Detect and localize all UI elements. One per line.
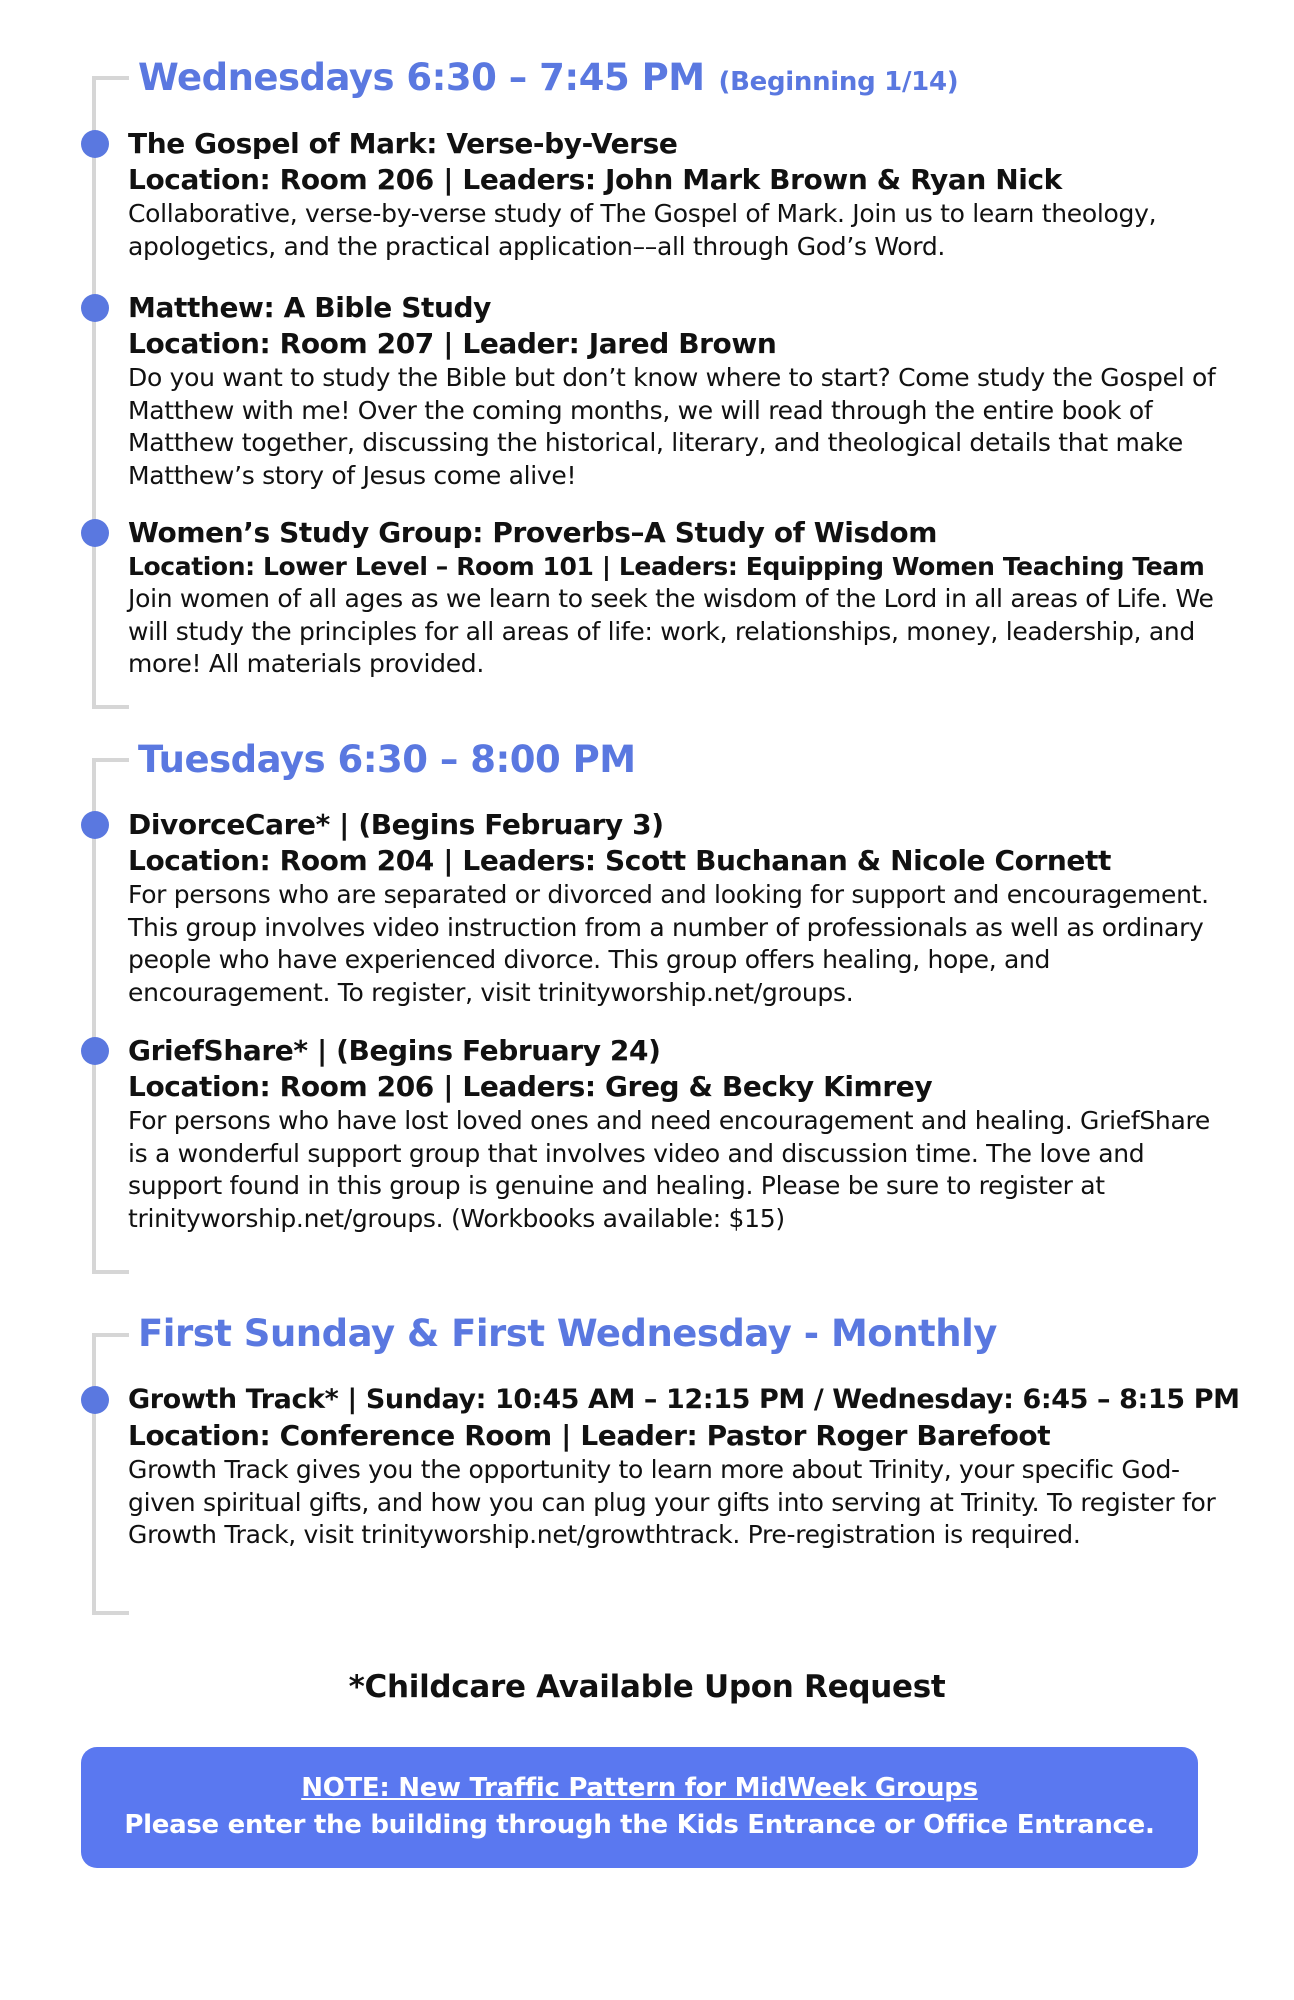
group-location: Location: Room 206 | Leaders: John Mark Brown & Ryan Nick	[128, 163, 1062, 196]
section-title-text: First Sunday & First Wednesday - Monthly	[138, 1312, 997, 1355]
note-text: Please enter the building through the Kids Entrance or Office Entrance.	[124, 1810, 1155, 1840]
section-title-text: Tuesdays 6:30 – 8:00 PM	[138, 738, 636, 781]
group-item	[128, 515, 1218, 681]
childcare-note: *Childcare Available Upon Request	[348, 1669, 946, 1705]
group-location: Location: Lower Level – Room 101 | Leaders: Equipping Women Teaching Team	[128, 552, 1205, 581]
group-location: Location: Conference Room | Leader: Pastor Roger Barefoot	[128, 1419, 1051, 1452]
group-item	[128, 1382, 1240, 1552]
section-title	[138, 1312, 997, 1355]
section-title	[138, 56, 958, 99]
section-subtitle: (Beginning 1/14)	[718, 67, 959, 97]
bullet-dot	[81, 294, 109, 322]
bullet-dot	[81, 130, 109, 158]
bullet-dot	[81, 1037, 109, 1065]
group-description: Growth Track gives you the opportunity to learn more about Trinity, your specific God-given spiritual gifts, and how you can plug your gifts into serving at Trinity. To register for Growth Track, visit trinityworship.net/growthtrack. Pre-registration is required.	[128, 1455, 1216, 1549]
group-title: Growth Track* | Sunday: 10:45 AM – 12:15 PM / Wednesday: 6:45 – 8:15 PM	[128, 1384, 1240, 1415]
group-item	[128, 290, 1218, 492]
bullet-dot	[81, 519, 109, 547]
group-item	[128, 807, 1218, 1009]
section-title-text: Wednesdays 6:30 – 7:45 PM	[138, 56, 705, 99]
group-title: Women’s Study Group: Proverbs–A Study of Wisdom	[128, 516, 937, 549]
note-title: NOTE: New Traffic Pattern for MidWeek Groups	[301, 1773, 978, 1803]
group-location: Location: Room 206 | Leaders: Greg & Becky Kimrey	[128, 1070, 933, 1103]
group-item	[128, 126, 1218, 263]
group-location: Location: Room 207 | Leader: Jared Brown	[128, 327, 777, 360]
bullet-dot	[81, 1386, 109, 1414]
group-title: Matthew: A Bible Study	[128, 291, 491, 324]
group-location: Location: Room 204 | Leaders: Scott Buchanan & Nicole Cornett	[128, 844, 1111, 877]
group-description: Join women of all ages as we learn to seek the wisdom of the Lord in all areas of Life. We will study the principles for all areas of life: work, relationships, money, leadership, and more! All materials provided.	[128, 584, 1214, 678]
group-title: GriefShare* | (Begins February 24)	[128, 1034, 661, 1067]
group-description: For persons who are separated or divorced and looking for support and encouragement. This group involves video instruction from a number of professionals as well as ordinary people who have experienced divorce. This group offers healing, hope, and encouragement. To register, visit trinityworship.net/groups.	[128, 880, 1209, 1007]
section-title	[138, 738, 636, 781]
group-description: For persons who have lost loved ones and need encouragement and healing. GriefShare is a wonderful support group that involves video and discussion time. The love and support found in this group is genuine and healing. Please be sure to register at trinityworship.net/groups. (Workbooks available: $15)	[128, 1106, 1210, 1233]
section-bracket	[92, 1333, 129, 1615]
bullet-dot	[81, 811, 109, 839]
group-description: Do you want to study the Bible but don’t know where to start? Come study the Gospel of Matthew with me! Over the coming months, we will read through the entire book of Matthew together, discussing the historical, literary, and theological details that make Matthew’s story of Jesus come alive!	[128, 363, 1216, 490]
group-description: Collaborative, verse-by-verse study of The Gospel of Mark. Join us to learn theology, apologetics, and the practical application––all through God’s Word.	[128, 199, 1157, 261]
traffic-note-banner	[81, 1747, 1198, 1868]
group-title: The Gospel of Mark: Verse-by-Verse	[128, 127, 678, 160]
section-bracket	[92, 76, 129, 709]
group-item	[128, 1033, 1218, 1235]
group-title: DivorceCare* | (Begins February 3)	[128, 808, 664, 841]
